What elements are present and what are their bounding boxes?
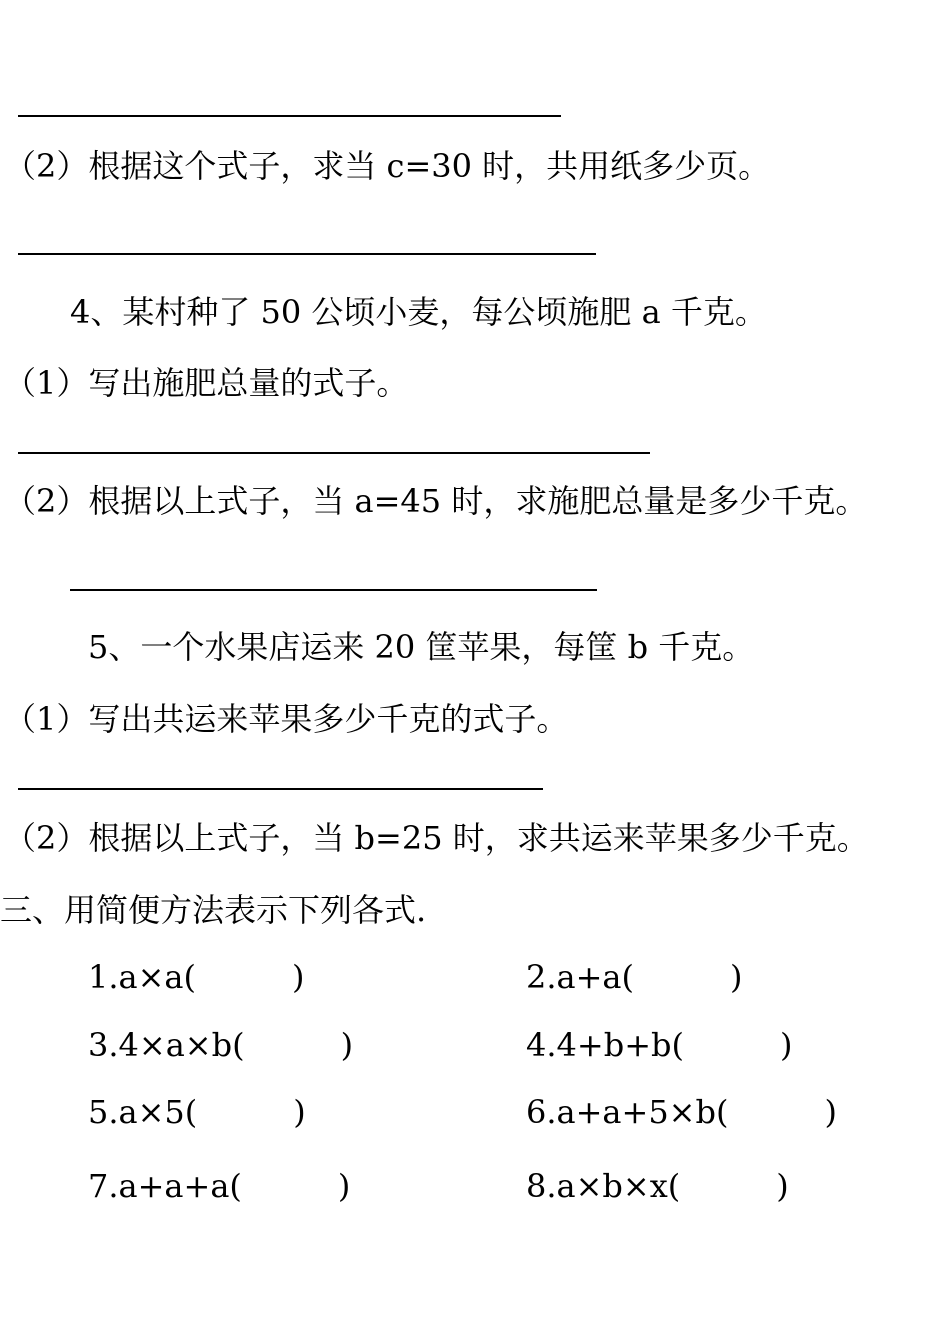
answer-line-1 (18, 115, 561, 117)
expression-2 (526, 957, 742, 997)
question-5: 5、一个水果店运来 20 筐苹果，每筐 b 千克。 (88, 628, 755, 666)
answer-line-3 (18, 452, 650, 454)
expression-5-close: ) (293, 1093, 306, 1131)
question-4-part-2: （2）根据以上式子，当 a=45 时，求施肥总量是多少千克。 (4, 482, 868, 520)
expression-4-label: 4.4+b+b( (526, 1026, 684, 1064)
expression-1-close: ) (291, 958, 305, 996)
expression-1-label: 1.a×a( (88, 958, 196, 996)
expression-3-close: ) (340, 1026, 354, 1064)
expression-3 (88, 1025, 353, 1065)
expression-6-label: 6.a+a+5×b( (526, 1093, 729, 1131)
expression-3-label: 3.4×a×b( (88, 1026, 245, 1064)
expression-7-close: ) (337, 1167, 351, 1205)
answer-line-2 (18, 253, 596, 255)
expression-7-label: 7.a+a+a( (88, 1167, 242, 1205)
expression-7 (88, 1166, 350, 1206)
expression-5 (88, 1092, 306, 1132)
expression-2-label: 2.a+a( (526, 958, 634, 996)
expression-4 (526, 1025, 792, 1065)
expression-6 (526, 1092, 837, 1132)
answer-line-5 (18, 788, 543, 790)
question-5-part-2: （2）根据以上式子，当 b=25 时，求共运来苹果多少千克。 (4, 819, 869, 857)
answer-line-4 (70, 589, 597, 591)
expression-4-close: ) (779, 1026, 793, 1064)
expression-6-close: ) (824, 1093, 837, 1131)
question-4-part-1: （1）写出施肥总量的式子。 (4, 364, 409, 402)
expression-8-close: ) (776, 1167, 789, 1205)
expression-1 (88, 957, 304, 997)
section-3-heading: 三、用简便方法表示下列各式. (0, 891, 427, 929)
expression-8 (526, 1166, 789, 1206)
question-3-part-2: （2）根据这个式子，求当 c=30 时，共用纸多少页。 (4, 147, 771, 185)
expression-8-label: 8.a×b×x( (526, 1167, 681, 1205)
expression-5-label: 5.a×5( (88, 1093, 198, 1131)
question-5-part-1: （1）写出共运来苹果多少千克的式子。 (4, 700, 569, 738)
expression-2-close: ) (729, 958, 743, 996)
question-4: 4、某村种了 50 公顷小麦，每公顷施肥 a 千克。 (70, 293, 767, 331)
